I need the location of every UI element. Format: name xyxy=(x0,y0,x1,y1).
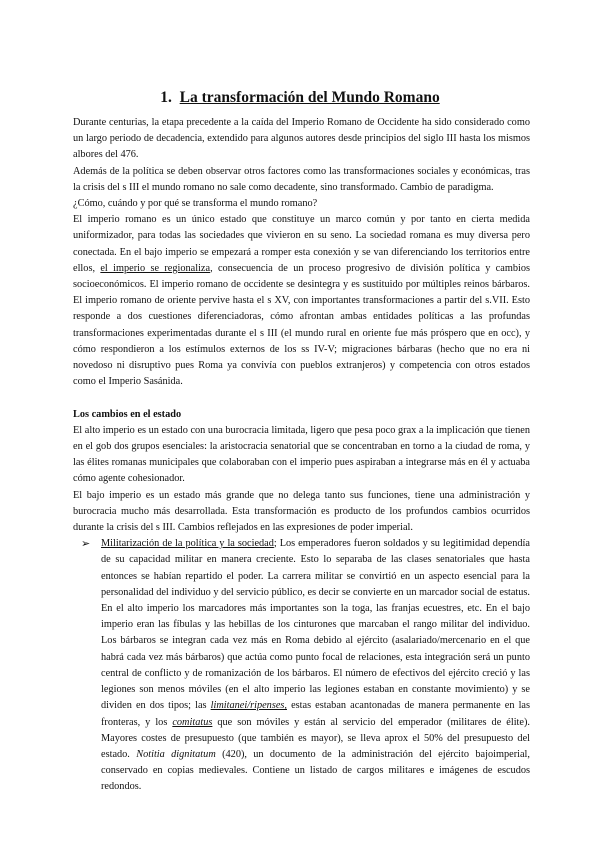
paragraph-question: ¿Cómo, cuándo y por qué se transforma el mundo romano? xyxy=(73,198,318,210)
page-title xyxy=(0,89,600,107)
term-comitatus: comitatus xyxy=(172,716,213,728)
bullet-text xyxy=(101,536,530,795)
empire-underlined-phrase: el imperio se regionaliza xyxy=(100,262,211,274)
title-text: La transformación del Mundo Romano xyxy=(179,89,440,106)
section-heading: Los cambios en el estado xyxy=(73,408,182,420)
term-limitanei: limitanei/ripenses, xyxy=(210,700,287,712)
bullet-item-militarization xyxy=(73,536,530,795)
term-notitia: Notitia dignitatum xyxy=(136,748,216,760)
paragraph-low-empire: El bajo imperio es un estado más grande que no delega tanto sus funciones, tiene una administración y burocracia mucho más desarrollada. Esta transformación es producto de los profundos cambios ocurridos durante la crisis del s III. Cambios reflejados en las expresiones de poder imperial. xyxy=(73,489,530,534)
bullet-text-2: estas estaban acantonadas de manera permanente en las fronteras, y los xyxy=(101,700,531,728)
bullet-text-1: ; Los emperadores fueron soldados y su legitimidad dependía de su capacidad militar en manera creciente. Esto lo separaba de las clases senatoriales que hasta entonces se habían repartido el poder. La carrera militar se convirtió en un aspecto esencial para la personalidad del individuo y del servicio público, es decir se convierte en un marcador social de estatus. En el alto imperio los marcadores más importantes son la toga, las franjas ecuestres, etc. En el bajo imperio eran las fíbulas y las hebillas de los cinturones que marcaban el rango militar del individuo. Los bárbaros se integran cada vez más en Roma debido al ejército (asalariado/mercenario en el que habrá cada vez más bárbaros) que actúa como punto focal de relaciones, esta integración será un punto central de conflicto y de romanización de los bárbaros. El número de efectivos del ejército creció y las legiones son menos móviles (en el alto imperio las legiones estaban en constante movimiento) y se dividen en dos tipos; las xyxy=(101,538,530,712)
paragraph-empire xyxy=(73,212,530,390)
bullet-text-3: que son móviles y están al servicio del emperador (militares de élite). Mayores costes de presupuesto (que también es mayor), se lleva aprox el 50% del presupuesto del estado. xyxy=(101,716,530,760)
title-number: 1. xyxy=(160,89,172,106)
bullet-heading: Militarización de la política y la sociedad xyxy=(101,538,274,550)
arrow-bullet-icon: ➢ xyxy=(81,538,91,551)
paragraph-high-empire: El alto imperio es un estado con una burocracia limitada, ligero que pesa poco grax a la implicación que tienen en el gob dos grupos esenciales: la aristocracia senatorial que se concentraban en torno a la ciudad de roma, y las élites romanas municipales que colaboraban con el imperio pues aspiraban a integrarse más en él y actuaba cómo agente cohesionador. xyxy=(73,424,530,485)
bullet-text-4: (420), un documento de la administración del ejército bajoimperial, conservado en copias medievales. Contiene un listado de cargos militares e imágenes de escudos redondos. xyxy=(101,748,530,793)
empire-text-b: , consecuencia de un proceso progresivo de división política y cambios socioeconómicos. El imperio romano de occidente se desintegra y es sustituido por múltiples reinos bárbaros. El imperio romano de oriente pervive hasta el s XV, con importantes transformaciones a partir del s.VII. Esto responde a dos cuestiones diferenciadoras, cómo afrontan ambas entidades políticas a las profundas transformaciones experimentadas durante el s III (el mundo rural en oriente fue más próspero que en occ), y cómo respondieron a los estímulos externos de los ss IV-V; migraciones bárbaras (hecho que no era ni novedoso ni disruptivo pues Roma ya convivía con pueblos extranjeros) y competencia con otros estados como el Imperio Sasánida. xyxy=(73,262,530,388)
paragraph-factors: Además de la política se deben observar otros factores como las transformaciones sociales y económicas, tras la crisis del s III el mundo romano no sale como decadente, sino transformado. Cambio de paradigma. xyxy=(73,165,530,193)
paragraph-intro: Durante centurias, la etapa precedente a la caída del Imperio Romano de Occidente ha sido considerado como un largo periodo de decadencia, extendido para algunos autores desde principios del siglo III hasta los mismos albores del 476. xyxy=(73,117,530,161)
document-body xyxy=(73,115,530,796)
spacer xyxy=(73,390,530,406)
empire-text-a: El imperio romano es un único estado que constituye un marco común y por tanto en cierta medida uniformizador, para todas las sociedades que vivieron en su seno. La sociedad romana es muy diversa pero conectada. En el bajo imperio se empezará a romper esta conexión y se van diferenciando los territorios entre ellos, xyxy=(73,214,530,274)
